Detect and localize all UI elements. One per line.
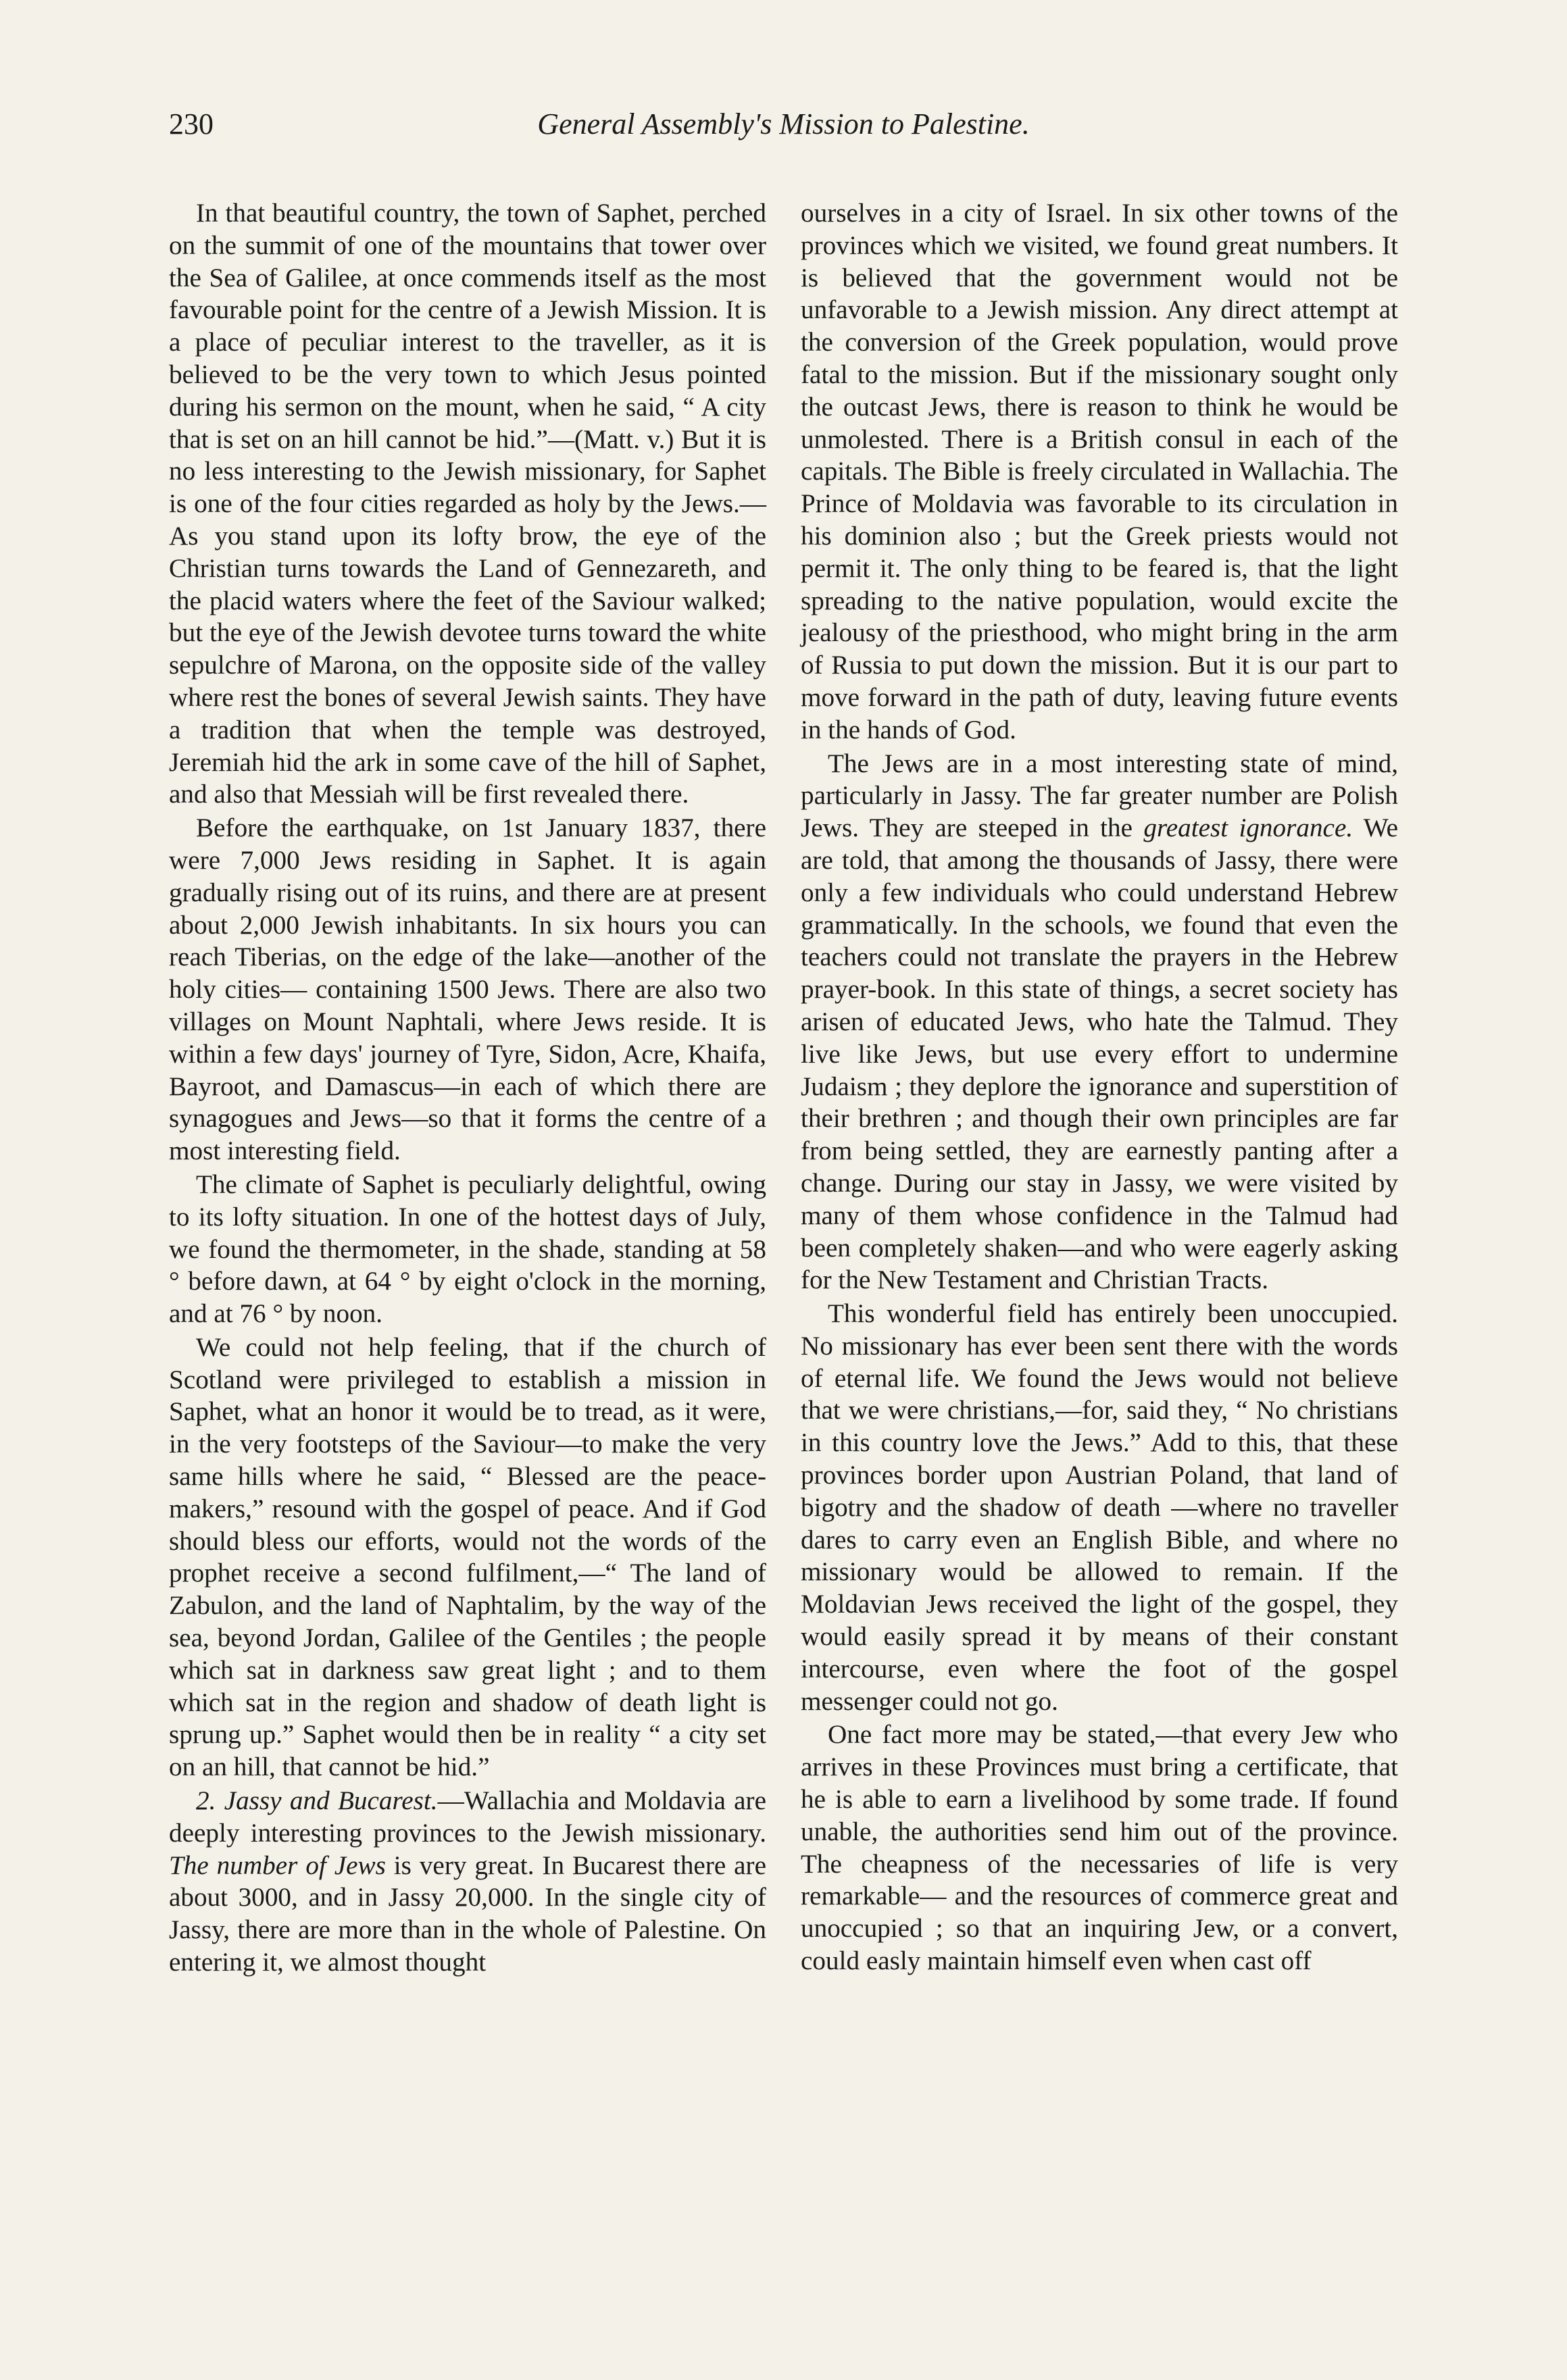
emphasis-text: greatest ignorance. — [1143, 813, 1353, 843]
paragraph-text: —Wallachia and Moldavia are deeply interesting provinces to the Jewish missionary. — [169, 1786, 766, 1848]
section-heading-jassy-bucarest: 2. Jassy and Bucarest. — [196, 1786, 438, 1816]
paragraph-saphet-intro: In that beautiful country, the town of Saphet, perched on the summit of one of the mountains that tower over the Sea of Galilee, at once commends itself as the most favourable point for the centre of a Jewish Mission. It is a place of peculiar interest to the traveller, as it is believed to be the very town to which Jesus pointed during his sermon on the mount, when he said, “ A city that is set on an hill cannot be hid.”—(Matt. v.) But it is no less interesting to the Jewish missionary, for Saphet is one of the four cities regarded as holy by the Jews.— As you stand upon its lofty brow, the eye of the Christian turns towards the Land of Gennezareth, and the placid waters where the feet of the Saviour walked; but the eye of the Jewish devotee turns toward the white sepulchre of Marona, on the opposite side of the valley where rest the bones of several Jewish saints. They have a tradition that when the temple was destroyed, Jeremiah hid the ark in some cave of the hill of Saphet, and also that Messiah will be first revealed there. — [169, 199, 766, 809]
paragraph-continuation: ourselves in a city of Israel. In six other towns of the provinces which we visited, we found great numbers. It is believed that the government would not be unfavorable to a Jewish mission. Any direct attempt at the conversion of the Greek population, would prove fatal to the mission. But if the missionary sought only the outcast Jews, there is reason to think he would be unmolested. There is a British consul in each of the capitals. The Bible is freely circulated in Wallachia. The Prince of Moldavia was favorable to its circulation in his dominion also ; but the Greek priests would not permit it. The only thing to be feared is, that the light spreading to the native population, would excite the jealousy of the priesthood, who might bring in the arm of Russia to put down the mission. But it is our part to move forward in the path of duty, leaving future events in the hands of God. — [801, 199, 1398, 744]
right-column — [801, 197, 1398, 1979]
running-head — [169, 101, 1398, 155]
paragraph-saphet-population: Before the earthquake, on 1st January 1837, there were 7,000 Jews residing in Saphet. It is again gradually rising out of its ruins, and there are at present about 2,000 Jewish inhabitants. In six hours you can reach Tiberias, on the edge of the lake—another of the holy cities— containing 1500 Jews. There are also two villages on Mount Naphtali, where Jews reside. It is within a few days' journey of Tyre, Sidon, Acre, Khaifa, Bayroot, and Damascus—in each of which there are synagogues and Jews—so that it forms the centre of a most interesting field. — [169, 813, 766, 1166]
page-number: 230 — [169, 107, 214, 141]
paragraph-saphet-mission: We could not help feeling, that if the church of Scotland were privileged to establish a mission in Saphet, what an honor it would be to tread, as it were, in the very footsteps of the Saviour—to make the very same hills where he said, “ Blessed are the peace-makers,” resound with the gospel of peace. And if God should bless our efforts, would not the words of the prophet receive a second fulfilment,—“ The land of Zabulon, and the land of Naphtalim, by the way of the sea, beyond Jordan, Galilee of the Gentiles ; the people which sat in darkness saw great light ; and to them which sat in the region and shadow of death light is sprung up.” Saphet would then be in reality “ a city set on an hill, that cannot be hid.” — [169, 1332, 766, 1782]
paragraph-text: We are told, that among the thousands of Jassy, there were only a few individuals who could understand Hebrew grammatically. In the schools, we found that even the teachers could not translate the prayers in the Hebrew prayer-book. In this state of things, a secret society has arisen of educated Jews, who hate the Talmud. They live like Jews, but use every effort to undermine Judaism ; they deplore the ignorance and superstition of their brethren ; and though their own principles are far from being settled, they are earnestly panting after a change. During our stay in Jassy, we were visited by many of them whose confidence in the Talmud had been completely shaken—and who were eagerly asking for the New Testament and Christian Tracts. — [801, 813, 1398, 1295]
text-columns — [169, 197, 1398, 1979]
left-column — [169, 197, 766, 1979]
paragraph-jassy-bucarest — [169, 1785, 766, 1979]
paragraph-saphet-climate: The climate of Saphet is peculiarly delightful, owing to its lofty situation. In one of the hottest days of July, we found the thermometer, in the shade, standing at 58 ° before dawn, at 64 ° by eight o'clock in the morning, and at 76 ° by noon. — [169, 1169, 766, 1329]
emphasis-text: The number of Jews — [169, 1850, 386, 1880]
paragraph-certificate: One fact more may be stated,—that every Jew who arrives in these Provinces must bring a certificate, that he is able to earn a livelihood by some trade. If found unable, the authorities send him out of the province. The cheapness of the necessaries of life is very remarkable— and the resources of commerce great and unoccupied ; so that an inquiring Jew, or a convert, could easly maintain himself even when cast off — [801, 1720, 1398, 1976]
paragraph-text: The Jews are in a most interesting state of mind, particularly in Jassy. The far greater number are Polish Jews. They are steeped in the — [801, 749, 1398, 843]
paragraph-jews-state-of-mind — [801, 748, 1398, 1297]
running-title: General Assembly's Mission to Palestine. — [537, 107, 1030, 141]
paragraph-unoccupied-field: This wonderful field has entirely been unoccupied. No missionary has ever been sent there with the words of eternal life. We found the Jews would not believe that we were christians,—for, said they, “ No christians in this country love the Jews.” Add to this, that these provinces border upon Austrian Poland, that land of bigotry and the shadow of death —where no traveller dares to carry even an English Bible, and where no missionary would be allowed to remain. If the Moldavian Jews received the light of the gospel, they would easily spread it by means of their constant intercourse, even where the foot of the gospel messenger could not go. — [801, 1299, 1398, 1716]
paragraph-text: is very great. In Bucarest there are about 3000, and in Jassy 20,000. In the single city of Jassy, there are more than in the whole of Palestine. On entering it, we almost thought — [169, 1850, 767, 1977]
